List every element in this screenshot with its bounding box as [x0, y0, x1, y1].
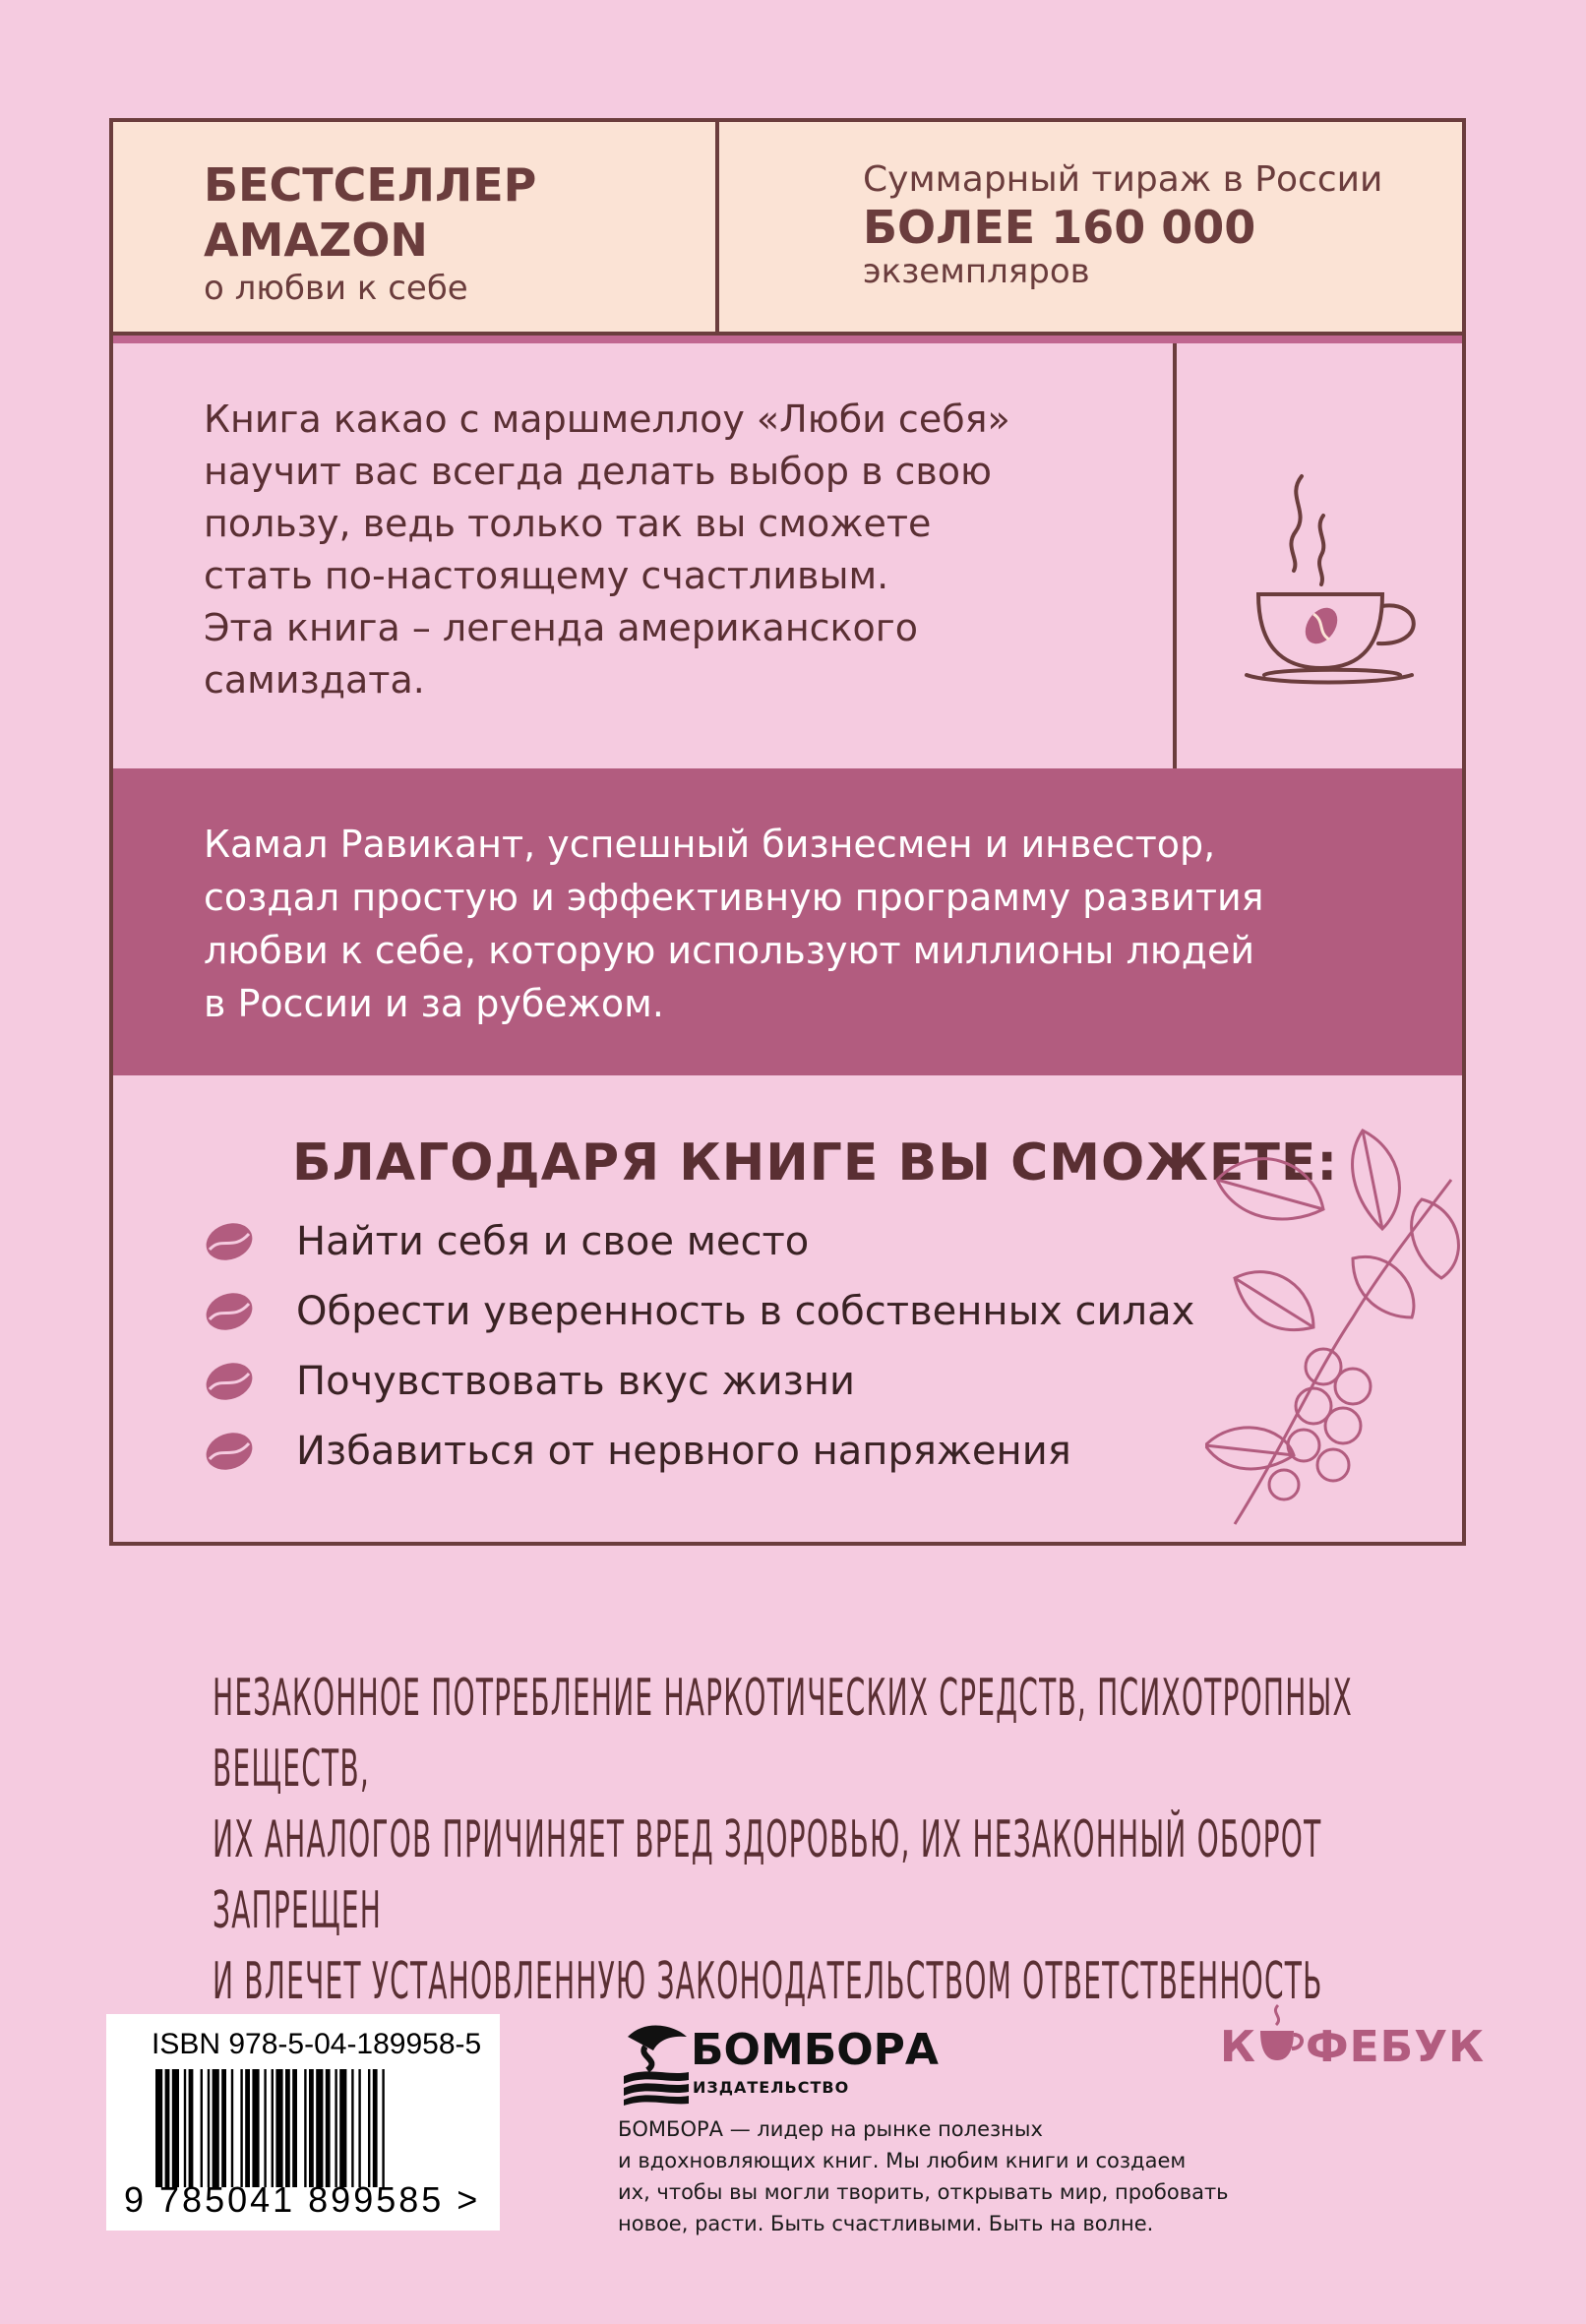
- coffee-cup-icon: [1235, 457, 1441, 703]
- benefit-label: Обрести уверенность в собственных силах: [296, 1289, 1195, 1334]
- publisher-desc-line: БОМБОРА — лидер на рынке полезных: [618, 2117, 1043, 2141]
- coffee-bean-icon: [204, 1290, 255, 1333]
- publisher-desc-line: их, чтобы вы могли творить, открывать мир, пробовать: [618, 2180, 1229, 2204]
- intro-line: научит вас всегда делать выбор в свою: [204, 450, 993, 493]
- isbn-label: ISBN 978-5-04-189958-5: [152, 2028, 482, 2060]
- intro-line: Эта книга – легенда американского: [204, 606, 918, 649]
- publisher-description: [618, 2113, 1248, 2239]
- intro-line: стать по-настоящему счастливым.: [204, 554, 889, 597]
- circulation-value: БОЛЕЕ 160 000: [863, 201, 1256, 254]
- coffee-bean-icon: [204, 1220, 255, 1263]
- isbn-digits: 9 785041 899585 >: [124, 2179, 481, 2220]
- publisher-name: БОМБОРА: [691, 2025, 939, 2075]
- circulation-block: [863, 157, 1382, 291]
- benefits-title: БЛАГОДАРЯ КНИГЕ ВЫ СМОЖЕТЕ:: [292, 1133, 1339, 1193]
- warning-line: И ВЛЕЧЕТ УСТАНОВЛЕННУЮ ЗАКОНОДАТЕЛЬСТВОМ ОТВЕТСТВЕННОСТЬ: [213, 1952, 1323, 2011]
- header-accent-rule: [113, 336, 1462, 343]
- series-logo-left: К: [1220, 2022, 1256, 2072]
- benefit-item: [204, 1289, 1194, 1334]
- benefit-item: [204, 1219, 809, 1264]
- benefit-item: [204, 1429, 1071, 1474]
- benefit-label: Почувствовать вкус жизни: [296, 1359, 856, 1404]
- barcode-bars: [155, 2069, 480, 2187]
- author-line: создал простую и эффективную программу развития: [204, 876, 1264, 919]
- circulation-unit: экземпляров: [863, 252, 1090, 291]
- circulation-intro: Суммарный тираж в России: [863, 159, 1383, 200]
- benefit-label: Избавиться от нервного напряжения: [296, 1429, 1071, 1474]
- barcode: [106, 2014, 500, 2231]
- intro-divider: [1173, 343, 1177, 768]
- intro-line: пользу, ведь только так вы сможете: [204, 502, 932, 545]
- bestseller-sub: о любви к себе: [204, 269, 468, 308]
- publisher-desc-line: новое, расти. Быть счастливыми. Быть на волне.: [618, 2212, 1154, 2235]
- intro-line: самиздата.: [204, 658, 425, 702]
- author-line: в России и за рубежом.: [204, 982, 664, 1025]
- bombora-logo-icon: [618, 2017, 697, 2106]
- legal-warning: [213, 1663, 1370, 2017]
- bestseller-block: [204, 157, 536, 309]
- content-frame: [109, 118, 1466, 1546]
- intro-text: [204, 394, 1109, 706]
- header-divider: [715, 122, 719, 332]
- coffee-branch-icon: [1205, 1121, 1461, 1534]
- series-logo: [1220, 2003, 1485, 2072]
- author-line: Камал Равикант, успешный бизнесмен и инвестор,: [204, 823, 1216, 866]
- coffee-bean-icon: [204, 1360, 255, 1403]
- bestseller-line2: AMAZON: [204, 214, 428, 267]
- benefit-item: [204, 1359, 855, 1404]
- warning-line: ИХ АНАЛОГОВ ПРИЧИНЯЕТ ВРЕД ЗДОРОВЬЮ, ИХ НЕЗАКОННЫЙ ОБОРОТ ЗАПРЕЩЕН: [213, 1810, 1322, 1940]
- benefit-label: Найти себя и свое место: [296, 1219, 810, 1264]
- intro-line: Книга какао с маршмеллоу «Люби себя»: [204, 398, 1010, 441]
- author-line: любви к себе, которую используют миллионы людей: [204, 929, 1255, 972]
- coffee-bean-icon: [204, 1430, 255, 1473]
- publisher-subtitle: ИЗДАТЕЛЬСТВО: [693, 2078, 850, 2097]
- warning-line: НЕЗАКОННОЕ ПОТРЕБЛЕНИЕ НАРКОТИЧЕСКИХ СРЕДСТВ, ПСИХОТРОПНЫХ ВЕЩЕСТВ,: [213, 1669, 1353, 1799]
- author-text: [204, 818, 1384, 1030]
- publisher-desc-line: и вдохновляющих книг. Мы любим книги и создаем: [618, 2149, 1187, 2172]
- coffee-cup-o-icon: [1258, 2003, 1304, 2068]
- bestseller-line1: БЕСТСЕЛЛЕР: [204, 158, 537, 212]
- author-band: [113, 768, 1462, 1075]
- series-logo-right: ФЕБУК: [1305, 2022, 1486, 2072]
